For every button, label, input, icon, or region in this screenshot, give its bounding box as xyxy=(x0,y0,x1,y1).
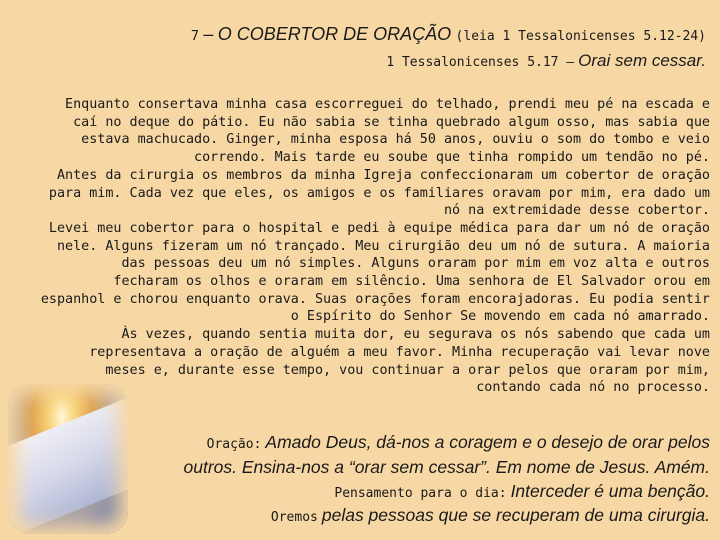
story-body xyxy=(12,96,710,397)
story-line: Antes da cirurgia os membros da minha Igreja confeccionaram um cobertor de oração xyxy=(56,167,710,183)
thought-for-day xyxy=(334,481,710,502)
prayer-label: Oração: xyxy=(206,437,262,452)
story-line: Às vezes, quando sentia muita dor, eu segurava os nós sabendo que cada um xyxy=(121,327,710,343)
title-dash: – xyxy=(203,24,214,44)
story-line: nele. Alguns fizeram um nó trançado. Meu cirurgião deu um nó de sutura. A maioria xyxy=(56,238,710,254)
story-line: fecharam os olhos e oraram em silêncio. Uma senhora de El Salvador orou em xyxy=(113,274,710,290)
verse-reference: 1 Tessalonicenses 5.17 – xyxy=(386,55,575,70)
story-line: o Espírito do Senhor Se movendo em cada nó amarrado. xyxy=(290,309,710,325)
story-line: representava a oração de alguém a meu favor. Minha recuperação vai levar nove xyxy=(89,344,710,360)
thought-label: Pensamento para o dia: xyxy=(334,486,507,501)
story-line: meses e, durante esse tempo, vou continuar a orar pelos que oraram por mim, xyxy=(105,362,710,378)
prayer-text-1: Amado Deus, dá-nos a coragem e o desejo de orar pelos xyxy=(265,432,710,452)
oremos-line xyxy=(271,505,710,526)
story-line: para mim. Cada vez que eles, os amigos e os familiares oravam por mim, era dado um xyxy=(48,185,710,201)
story-line: espanhol e chorou enquanto orava. Suas orações foram encorajadoras. Eu podia sentir xyxy=(40,291,710,307)
oremos-text: pelas pessoas que se recuperam de uma cirurgia. xyxy=(321,505,710,525)
sunrise-snow-image xyxy=(8,384,128,534)
devotional-number: 7 xyxy=(190,28,200,44)
prayer-text-2: outros. Ensina-nos a “orar sem cessar”. Em nome de Jesus. Amém. xyxy=(183,457,710,477)
story-line: correndo. Mais tarde eu soube que tinha rompido um tendão no pé. xyxy=(194,150,710,166)
story-line: Levei meu cobertor para o hospital e pedi à equipe médica para dar um nó de oração xyxy=(48,220,710,236)
prayer-line-2 xyxy=(184,457,711,478)
oremos-label: Oremos xyxy=(270,510,318,525)
story-line: nó na extremidade desse cobertor. xyxy=(443,203,710,219)
story-line: estava machucado. Ginger, minha esposa há 50 anos, ouviu o som do tombo e veio xyxy=(81,132,710,148)
story-line: contando cada nó no processo. xyxy=(476,380,710,396)
key-verse xyxy=(386,51,706,71)
devotional-title xyxy=(191,24,706,45)
thought-text: Interceder é uma benção. xyxy=(510,481,710,501)
story-line: Enquanto consertava minha casa escorreguei do telhado, prendi meu pé na escada e xyxy=(65,97,710,112)
title-text: O COBERTOR DE ORAÇÃO xyxy=(217,24,452,44)
reading-reference: (leia 1 Tessalonicenses 5.12-24) xyxy=(455,29,706,44)
story-line: das pessoas deu um nó simples. Alguns oraram por mim em voz alta e outros xyxy=(121,256,710,272)
prayer-line-1 xyxy=(207,432,710,453)
story-line: caí no deque do pátio. Eu não sabia se tinha quebrado algum osso, mas sabia que xyxy=(73,114,710,130)
verse-text: Orai sem cessar. xyxy=(578,51,706,70)
